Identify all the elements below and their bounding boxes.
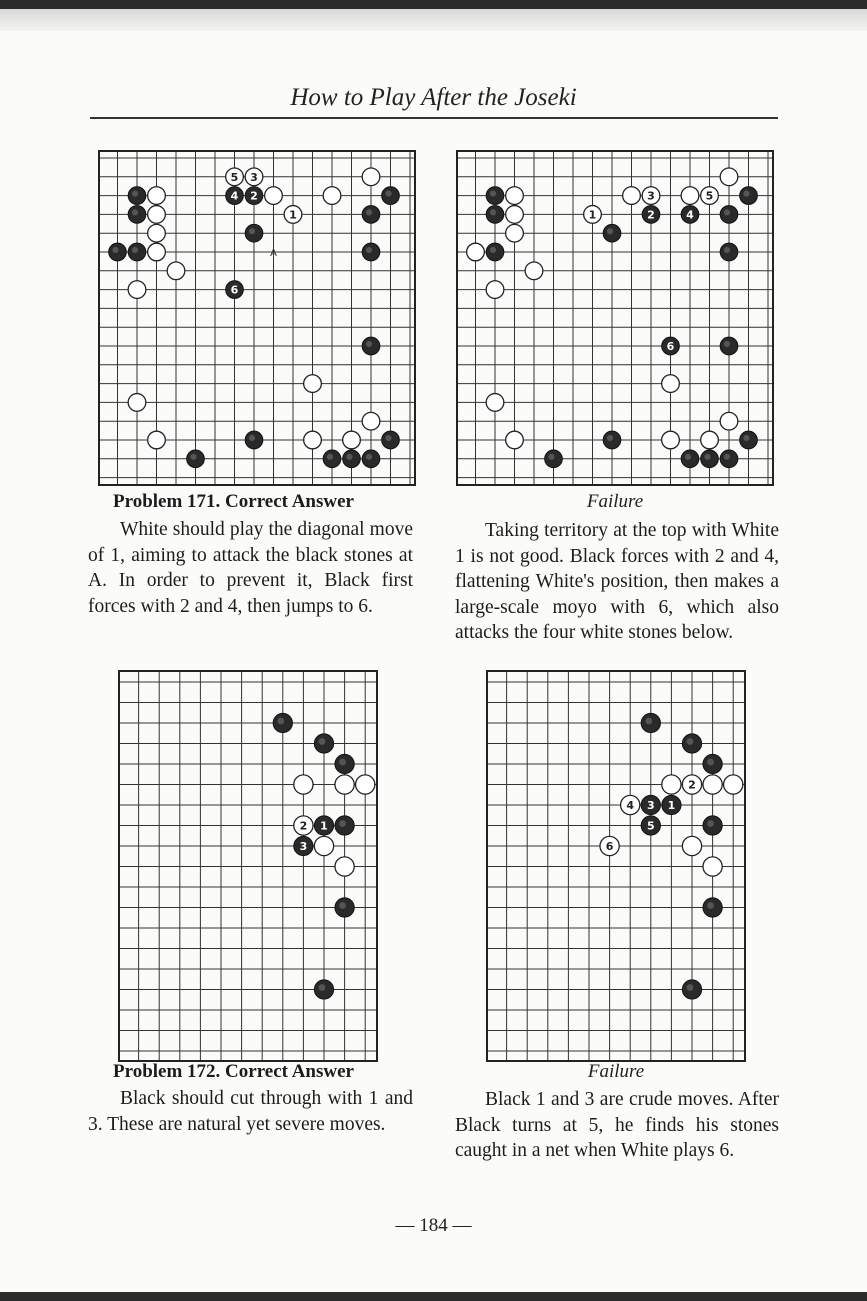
black-stone xyxy=(603,224,621,242)
black-stone xyxy=(128,206,146,224)
white-stone xyxy=(148,187,166,205)
white-stone xyxy=(148,243,166,261)
white-stone xyxy=(226,168,244,186)
black-stone xyxy=(382,187,400,205)
white-stone xyxy=(335,775,354,794)
white-stone xyxy=(304,431,322,449)
black-stone xyxy=(486,243,504,261)
white-stone xyxy=(584,206,602,224)
move-number: 2 xyxy=(688,778,696,792)
black-stone xyxy=(642,206,660,224)
white-stone xyxy=(621,795,640,814)
move-number: 5 xyxy=(230,170,239,184)
black-stone xyxy=(323,450,341,468)
white-stone xyxy=(356,775,375,794)
white-stone xyxy=(467,243,485,261)
black-stone xyxy=(641,795,660,814)
black-stone xyxy=(245,187,263,205)
white-stone xyxy=(335,857,354,876)
problem-171-title: Problem 171. Correct Answer xyxy=(113,491,354,512)
white-stone xyxy=(362,412,380,430)
black-stone xyxy=(641,816,660,835)
white-stone xyxy=(148,431,166,449)
move-number: 5 xyxy=(705,189,714,203)
white-stone xyxy=(323,187,341,205)
white-stone xyxy=(701,431,719,449)
black-stone xyxy=(720,450,738,468)
book-page xyxy=(0,9,867,1292)
white-stone xyxy=(662,431,680,449)
white-stone xyxy=(314,836,333,855)
black-stone xyxy=(382,431,400,449)
black-stone xyxy=(362,450,380,468)
white-stone xyxy=(486,394,504,412)
black-stone xyxy=(314,980,333,999)
scan-top-shadow xyxy=(0,9,867,31)
white-stone xyxy=(720,412,738,430)
move-number: 3 xyxy=(646,799,655,812)
black-stone xyxy=(703,754,722,773)
black-stone xyxy=(703,898,722,917)
black-stone xyxy=(720,243,738,261)
black-stone xyxy=(545,450,563,468)
black-stone xyxy=(335,754,354,773)
black-stone xyxy=(486,206,504,224)
black-stone xyxy=(226,281,244,299)
black-stone xyxy=(362,337,380,355)
move-number: 2 xyxy=(250,189,258,203)
black-stone xyxy=(681,206,699,224)
black-stone xyxy=(662,337,680,355)
white-stone xyxy=(506,187,524,205)
black-stone xyxy=(740,187,758,205)
white-stone xyxy=(486,281,504,299)
failure-172-text: Black 1 and 3 are crude moves. After Black turns at 5, he finds his stones caught in a net when White plays 6. xyxy=(455,1089,779,1161)
move-number: 4 xyxy=(230,189,239,203)
black-stone xyxy=(740,431,758,449)
black-stone xyxy=(128,187,146,205)
white-stone xyxy=(682,775,701,794)
failure-172-label: Failure xyxy=(587,1061,645,1082)
white-stone xyxy=(128,394,146,412)
black-stone xyxy=(720,337,738,355)
page-number: — 184 — xyxy=(395,1215,472,1236)
black-stone xyxy=(335,816,354,835)
white-stone xyxy=(724,775,743,794)
move-number: 2 xyxy=(299,819,308,833)
black-stone xyxy=(343,450,361,468)
white-stone xyxy=(681,187,699,205)
running-header: How to Play After the Joseki xyxy=(290,84,577,111)
header-rule xyxy=(90,117,778,119)
white-stone xyxy=(284,206,302,224)
white-stone xyxy=(525,262,543,280)
white-stone xyxy=(600,836,619,855)
white-stone xyxy=(294,775,313,794)
move-number: 3 xyxy=(647,189,655,203)
white-stone xyxy=(662,775,681,794)
diagram-171-correct xyxy=(98,150,416,486)
black-stone xyxy=(226,187,244,205)
black-stone xyxy=(245,431,263,449)
move-number: 1 xyxy=(667,799,676,812)
white-stone xyxy=(506,224,524,242)
move-number: 6 xyxy=(666,340,675,353)
black-stone xyxy=(245,224,263,242)
white-stone xyxy=(294,816,313,835)
move-number: 3 xyxy=(299,840,308,853)
black-stone xyxy=(681,450,699,468)
problem-171-text: White should play the diagonal move of 1, aiming to attack the black stones at A. In order to prevent it, Black first forces with 2 and 4, then jumps to 6. xyxy=(88,519,413,617)
white-stone xyxy=(662,375,680,393)
diagram-172-failure xyxy=(486,670,746,1062)
white-stone xyxy=(720,168,738,186)
board-mark-label: A xyxy=(270,248,277,259)
problem-172-title: Problem 172. Correct Answer xyxy=(113,1061,354,1082)
black-stone xyxy=(720,206,738,224)
black-stone xyxy=(703,816,722,835)
white-stone xyxy=(304,375,322,393)
black-stone xyxy=(273,713,292,732)
black-stone xyxy=(128,243,146,261)
white-stone xyxy=(128,281,146,299)
move-number: 1 xyxy=(289,208,297,222)
white-stone xyxy=(265,187,283,205)
black-stone xyxy=(603,431,621,449)
black-stone xyxy=(682,734,701,753)
move-number: 4 xyxy=(686,208,694,222)
move-number: 5 xyxy=(646,819,655,833)
failure-171-text: Taking territory at the top with White 1 is not good. Black forces with 2 and 4, flattening White's position, then makes a large-scale moyo with 6, which also attacks the four white stones below. xyxy=(455,520,779,643)
white-stone xyxy=(506,431,524,449)
black-stone xyxy=(486,187,504,205)
black-stone xyxy=(335,898,354,917)
white-stone xyxy=(642,187,660,205)
move-number: 4 xyxy=(626,799,635,812)
black-stone xyxy=(187,450,205,468)
white-stone xyxy=(148,224,166,242)
diagram-172-correct xyxy=(118,670,378,1062)
black-stone xyxy=(294,836,313,855)
white-stone xyxy=(167,262,185,280)
move-number: 1 xyxy=(320,819,328,833)
black-stone xyxy=(362,206,380,224)
diagram-171-failure xyxy=(456,150,774,486)
move-number: 1 xyxy=(588,208,597,222)
white-stone xyxy=(148,206,166,224)
white-stone xyxy=(703,775,722,794)
black-stone xyxy=(641,713,660,732)
move-number: 6 xyxy=(605,840,614,853)
white-stone xyxy=(703,857,722,876)
black-stone xyxy=(109,243,127,261)
move-number: 2 xyxy=(647,208,655,222)
white-stone xyxy=(701,187,719,205)
black-stone xyxy=(362,243,380,261)
move-number: 6 xyxy=(230,283,239,297)
black-stone xyxy=(314,816,333,835)
failure-171-label: Failure xyxy=(586,491,644,512)
white-stone xyxy=(682,836,701,855)
black-stone xyxy=(662,795,681,814)
white-stone xyxy=(362,168,380,186)
problem-172-text: Black should cut through with 1 and 3. These are natural yet severe moves. xyxy=(88,1088,413,1135)
black-stone xyxy=(314,734,333,753)
white-stone xyxy=(245,168,263,186)
white-stone xyxy=(343,431,361,449)
move-number: 3 xyxy=(250,170,258,184)
white-stone xyxy=(506,206,524,224)
white-stone xyxy=(623,187,641,205)
black-stone xyxy=(701,450,719,468)
black-stone xyxy=(682,980,701,999)
